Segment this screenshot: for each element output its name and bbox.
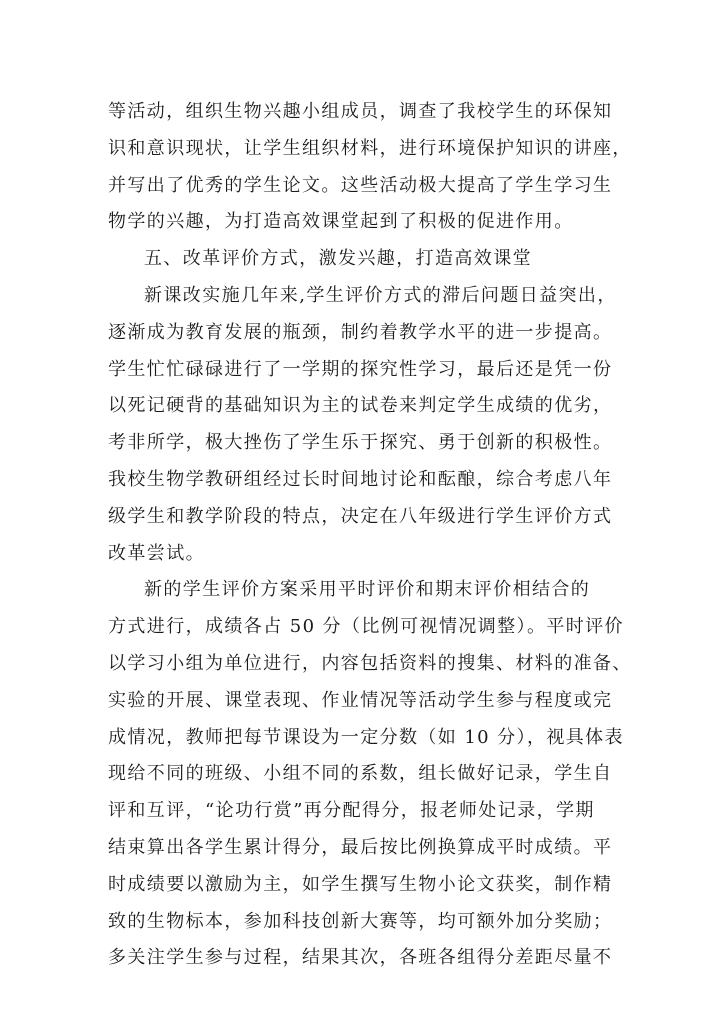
text-line: 现给不同的班级、小组不同的系数，组长做好记录，学生自 <box>108 763 613 785</box>
text-line: 以死记硬背的基础知识为主的试卷来判定学生成绩的优劣， <box>108 395 613 417</box>
text-line: 物学的兴趣，为打造高效课堂起到了积极的促进作用。 <box>108 211 574 233</box>
text-line: 逐渐成为教育发展的瓶颈，制约着教学水平的进一步提高。 <box>108 321 613 343</box>
section-heading <box>108 241 626 278</box>
text-line: 评和互评，“论功行赏”再分配得分，报老师处记录，学期 <box>108 800 595 822</box>
paragraph <box>108 572 632 977</box>
text-line: 改革尝试。 <box>108 542 205 564</box>
paragraph <box>108 278 626 572</box>
text-line: 识和意识现状，让学生组织材料，进行环境保护知识的讲座， <box>108 137 632 159</box>
paragraph <box>108 94 632 241</box>
text-line: 新课改实施几年来,学生评价方式的滞后问题日益突出， <box>144 284 617 306</box>
text-line: 学生忙忙碌碌进行了一学期的探究性学习，最后还是凭一份 <box>108 358 613 380</box>
text-line: 考非所学，极大挫伤了学生乐于探究、勇于创新的积极性。 <box>108 432 613 454</box>
text-line: 方式进行，成绩各占 50 分（比例可视情况调整）。平时评价 <box>108 616 624 638</box>
text-line: 时成绩要以激励为主，如学生撰写生物小论文获奖，制作精 <box>108 873 613 895</box>
heading-text: 五、改革评价方式，激发兴趣，打造高效课堂 <box>144 248 532 270</box>
text-line: 级学生和教学阶段的特点，决定在八年级进行学生评价方式 <box>108 505 613 527</box>
text-line: 成情况，教师把每节课设为一定分数（如 10 分），视具体表 <box>108 726 624 748</box>
text-line: 致的生物标本，参加科技创新大赛等，均可额外加分奖励； <box>108 910 613 932</box>
text-line: 实验的开展、课堂表现、作业情况等活动学生参与程度或完 <box>108 689 613 711</box>
text-line: 结束算出各学生累计得分，最后按比例换算成平时成绩。平 <box>108 836 613 858</box>
text-line: 多关注学生参与过程，结果其次，各班各组得分差距尽量不 <box>108 947 613 969</box>
text-line: 以学习小组为单位进行，内容包括资料的搜集、材料的准备、 <box>108 652 632 674</box>
document-body <box>108 94 632 977</box>
text-line: 新的学生评价方案采用平时评价和期末评价相结合的 <box>144 579 591 601</box>
text-line: 并写出了优秀的学生论文。这些活动极大提高了学生学习生 <box>108 174 613 196</box>
text-line: 我校生物学教研组经过长时间地讨论和酝酿，综合考虑八年 <box>108 468 613 490</box>
text-line: 等活动，组织生物兴趣小组成员，调查了我校学生的环保知 <box>108 101 613 122</box>
